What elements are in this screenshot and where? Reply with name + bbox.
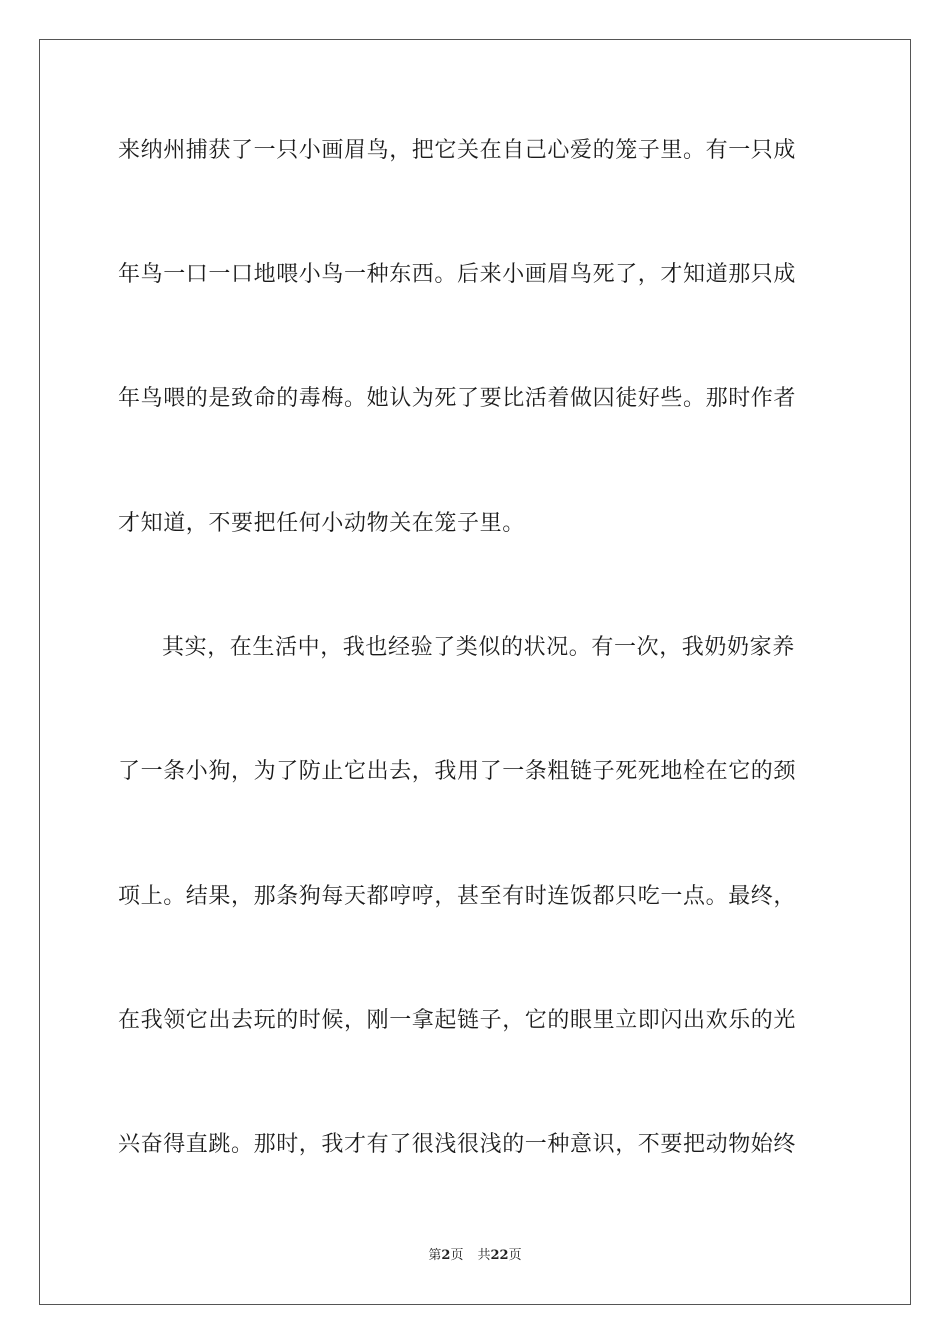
body-text-line: 年鸟一口一口地喂小鸟一种东西。后来小画眉鸟死了，才知道那只成 [118,262,797,287]
total-page-count: 22 [490,1248,509,1263]
total-pages-suffix: 页 [508,1248,522,1263]
current-page-number: 2 [441,1248,451,1263]
body-text-line: 才知道，不要把任何小动物关在笼子里。 [118,511,525,536]
total-pages-prefix: 共 [477,1248,491,1263]
page-footer [0,1247,950,1265]
body-text-line: 在我领它出去玩的时候，刚一拿起链子，它的眼里立即闪出欢乐的光 [118,1008,797,1033]
body-text-line: 了一条小狗，为了防止它出去，我用了一条粗链子死死地栓在它的颈 [118,759,797,784]
body-text-line: 来纳州捕获了一只小画眉鸟，把它关在自己心爱的笼子里。有一只成 [118,138,797,163]
body-text-line: 项上。结果，那条狗每天都哼哼，甚至有时连饭都只吃一点。最终， [118,884,797,909]
paragraph-first-line: 其实，在生活中，我也经验了类似的状况。有一次，我奶奶家养 [162,635,795,660]
page-number-prefix: 第 [428,1248,442,1263]
body-text-line: 年鸟喂的是致命的毒梅。她认为死了要比活着做囚徒好些。那时作者 [118,386,797,411]
page-number-suffix: 页 [450,1248,464,1263]
page-border [39,39,911,1305]
body-text-line: 兴奋得直跳。那时，我才有了很浅很浅的一种意识，不要把动物始终 [118,1132,797,1157]
